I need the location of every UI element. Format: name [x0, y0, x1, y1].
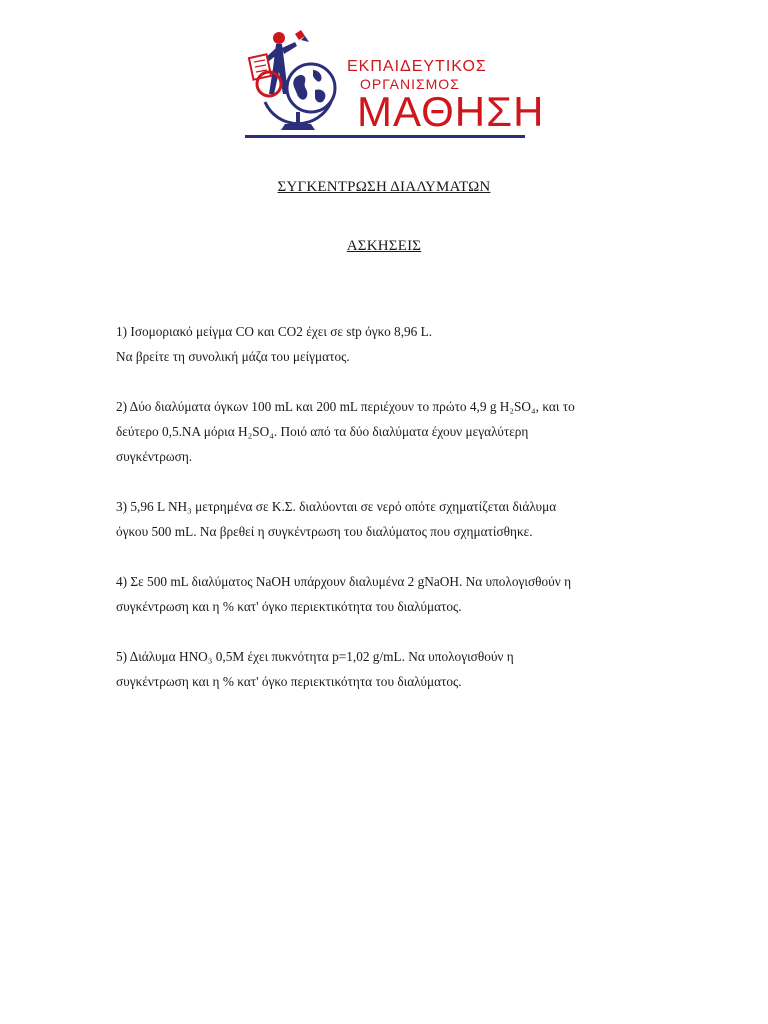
exercise-line: Να βρείτε τη συνολική μάζα του μείγματος. [116, 349, 350, 364]
organization-logo [243, 28, 545, 144]
document-subtitle: ΑΣΚΗΣΕΙΣ [346, 238, 422, 254]
exercise-3 [116, 494, 676, 544]
logo-brand-name: ΜΑΘΗΣΗ [357, 88, 545, 135]
exercise-line: 4) Σε 500 mL διαλύματος NaOH υπάρχουν διαλυμένα 2 gNaOH. Να υπολογισθούν η [116, 574, 572, 589]
logo-underline [245, 135, 525, 138]
exercise-line: 5) Διάλυμα HNO₃ 0,5M έχει πυκνότητα p=1,02 g/mL. Να υπολογισθούν η [116, 649, 514, 664]
document-title: ΣΥΓΚΕΝΤΡΩΣΗ ΔΙΑΛΥΜΑΤΩΝ [277, 179, 491, 195]
logo-organization-label: ΟΡΓΑΝΙΣΜΟΣ [360, 76, 460, 92]
exercise-line: συγκέντρωση και η % κατ' όγκο περιεκτικότητα του διαλύματος. [116, 599, 462, 614]
exercise-line: δεύτερο 0,5.ΝΑ μόρια H₂SO₄. Ποιό από τα δύο διαλύματα έχουν μεγαλύτερη [116, 424, 529, 439]
exercise-line: 1) Ισομοριακό μείγμα CO και CO2 έχει σε stp όγκο 8,96 L. [116, 324, 433, 339]
exercise-list [116, 319, 676, 719]
exercise-2 [116, 394, 676, 469]
logo-organization-type: ΕΚΠΑΙΔΕΥΤΙΚΟΣ [347, 58, 487, 75]
exercise-line: συγκέντρωση. [116, 449, 193, 464]
exercise-5 [116, 644, 676, 694]
globe-figure-icon [243, 28, 353, 144]
exercise-line: συγκέντρωση και η % κατ' όγκο περιεκτικότητα του διαλύματος. [116, 674, 462, 689]
exercise-line: όγκου 500 mL. Να βρεθεί η συγκέντρωση του διαλύματος που σχηματίσθηκε. [116, 524, 533, 539]
exercise-line: 3) 5,96 L NH₃ μετρημένα σε Κ.Σ. διαλύονται σε νερό οπότε σχηματίζεται διάλυμα [116, 499, 557, 514]
exercise-4 [116, 569, 676, 619]
exercise-line: 2) Δύο διαλύματα όγκων 100 mL και 200 mL περιέχουν το πρώτο 4,9 g H₂SO₄, και το [116, 399, 575, 414]
exercise-1 [116, 319, 676, 369]
